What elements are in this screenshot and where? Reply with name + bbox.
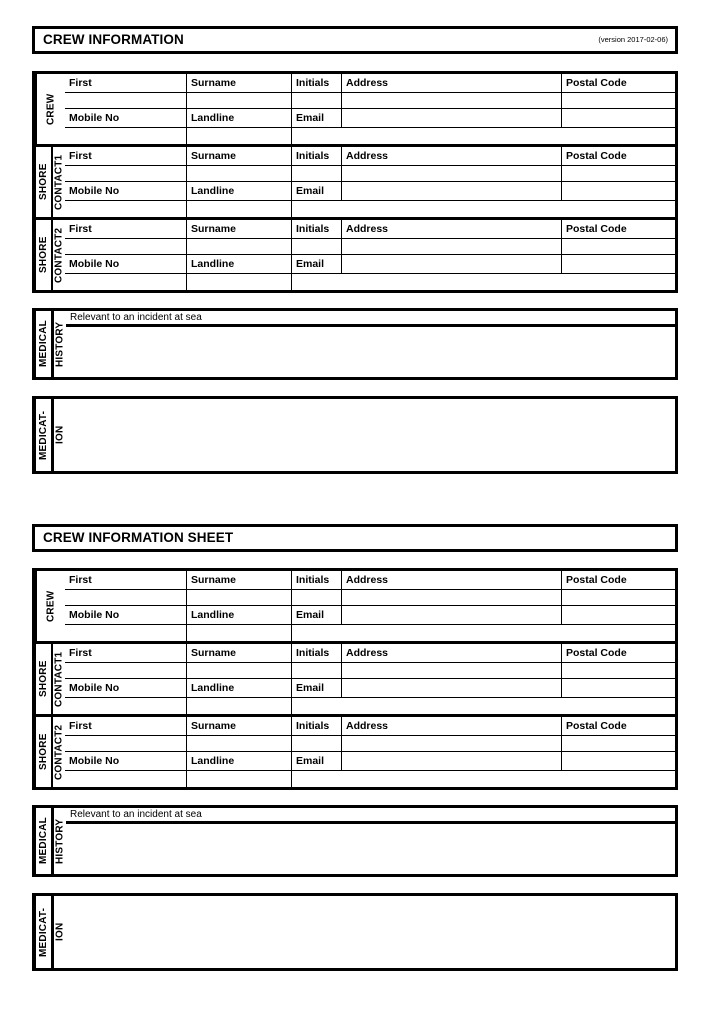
- col-header-email: Email: [292, 752, 342, 771]
- block-label-crew: CREW: [35, 571, 65, 641]
- field-postal-code[interactable]: [562, 166, 675, 182]
- col-header-initials: Initials: [292, 147, 342, 166]
- col-header-surname: Surname: [187, 147, 292, 166]
- col-header-first: First: [65, 147, 187, 166]
- col-header-surname: Surname: [187, 220, 292, 239]
- field-email[interactable]: [342, 182, 562, 201]
- block-label-contact1: CONTACT1: [51, 644, 65, 714]
- field-first[interactable]: [65, 663, 187, 679]
- col-header-postal-code: Postal Code: [562, 74, 675, 93]
- col-header-email: Email: [292, 182, 342, 201]
- field-landline[interactable]: [187, 274, 292, 290]
- version-label-1: (version 2017-02-06): [598, 34, 668, 44]
- field-landline[interactable]: [187, 771, 292, 787]
- contact-block-shore-contact-1-b: [35, 644, 675, 717]
- col-header-address: Address: [342, 571, 562, 590]
- subheader-row: [65, 109, 675, 128]
- medical-history-labels: [35, 311, 66, 377]
- block-label-crew: CREW: [35, 74, 65, 144]
- label-medicat: MEDICAT-: [35, 399, 51, 471]
- col-header-postal-code: Postal Code: [562, 147, 675, 166]
- field-first[interactable]: [65, 93, 187, 109]
- block-label-shore: SHORE: [35, 147, 51, 217]
- contact-block-crew-1: [35, 74, 675, 147]
- field-address[interactable]: [342, 239, 562, 255]
- header-row: [65, 74, 675, 93]
- field-landline[interactable]: [187, 201, 292, 217]
- field-email-wide[interactable]: [292, 698, 675, 714]
- field-initials[interactable]: [292, 93, 342, 109]
- field-initials[interactable]: [292, 663, 342, 679]
- field-email-wide[interactable]: [292, 771, 675, 787]
- field-landline[interactable]: [187, 128, 292, 144]
- field-mobile-no[interactable]: [65, 771, 187, 787]
- field-email[interactable]: [342, 109, 562, 128]
- block-grid: [65, 571, 675, 641]
- header-row: [65, 220, 675, 239]
- field-email-wide[interactable]: [292, 274, 675, 290]
- col-header-first: First: [65, 717, 187, 736]
- entry-row: [65, 736, 675, 752]
- col-header-initials: Initials: [292, 644, 342, 663]
- field-email[interactable]: [342, 679, 562, 698]
- header-row: [65, 717, 675, 736]
- block-label-contact2: CONTACT2: [51, 717, 65, 787]
- field-surname[interactable]: [187, 736, 292, 752]
- entry-row: [65, 166, 675, 182]
- field-initials[interactable]: [292, 590, 342, 606]
- col-header-initials: Initials: [292, 717, 342, 736]
- block-grid: [65, 220, 675, 290]
- col-header-landline: Landline: [187, 255, 292, 274]
- col-header-first: First: [65, 571, 187, 590]
- field-first[interactable]: [65, 239, 187, 255]
- header-row: [65, 571, 675, 590]
- field-surname[interactable]: [187, 166, 292, 182]
- medication-labels: [35, 896, 66, 968]
- field-surname[interactable]: [187, 239, 292, 255]
- col-header-mobile-no: Mobile No: [65, 752, 187, 771]
- label-medicat: MEDICAT-: [35, 896, 51, 968]
- col-header-landline: Landline: [187, 679, 292, 698]
- label-ion: ION: [51, 399, 66, 471]
- section-title-bar-1: [32, 26, 678, 54]
- field-postal-code[interactable]: [562, 590, 675, 606]
- medication-body: [66, 896, 675, 968]
- field-address[interactable]: [342, 590, 562, 606]
- col-header-landline: Landline: [187, 752, 292, 771]
- medical-history-box-2: [32, 805, 678, 877]
- field-first[interactable]: [65, 166, 187, 182]
- page-title-2: CREW INFORMATION SHEET: [43, 530, 234, 546]
- subheader-row: [65, 606, 675, 625]
- block-label-shore: SHORE: [35, 644, 51, 714]
- medication-labels: [35, 399, 66, 471]
- col-header-surname: Surname: [187, 74, 292, 93]
- field-initials[interactable]: [292, 166, 342, 182]
- block-grid: [65, 74, 675, 144]
- page-title-1: CREW INFORMATION: [43, 32, 184, 48]
- medical-history-input[interactable]: [66, 824, 675, 874]
- field-address[interactable]: [342, 663, 562, 679]
- entry-row: [65, 239, 675, 255]
- header-row: [65, 644, 675, 663]
- col-header-address: Address: [342, 717, 562, 736]
- block-labels: [35, 220, 65, 290]
- medical-history-note: Relevant to an incident at sea: [66, 808, 675, 824]
- label-ion: ION: [51, 896, 66, 968]
- block-grid: [65, 147, 675, 217]
- field-mobile-no[interactable]: [65, 128, 187, 144]
- field-mobile-no[interactable]: [65, 698, 187, 714]
- contact-block-shore-contact-2-b: [35, 717, 675, 787]
- field-landline[interactable]: [187, 698, 292, 714]
- field-email-wide[interactable]: [292, 201, 675, 217]
- label-medical: MEDICAL: [35, 311, 51, 377]
- col-header-initials: Initials: [292, 74, 342, 93]
- field-address[interactable]: [342, 93, 562, 109]
- col-header-address: Address: [342, 644, 562, 663]
- field-email-overflow[interactable]: [562, 109, 675, 128]
- field-email[interactable]: [342, 752, 562, 771]
- col-header-address: Address: [342, 74, 562, 93]
- col-header-landline: Landline: [187, 109, 292, 128]
- col-header-mobile-no: Mobile No: [65, 679, 187, 698]
- field-email-overflow[interactable]: [562, 752, 675, 771]
- block-grid: [65, 717, 675, 787]
- field-surname[interactable]: [187, 663, 292, 679]
- field-landline[interactable]: [187, 625, 292, 641]
- contact-block-shore-contact-1: [35, 147, 675, 220]
- block-label-shore: SHORE: [35, 220, 51, 290]
- header-row: [65, 147, 675, 166]
- col-header-mobile-no: Mobile No: [65, 182, 187, 201]
- label-medical: MEDICAL: [35, 808, 51, 874]
- field-initials[interactable]: [292, 239, 342, 255]
- field-first[interactable]: [65, 590, 187, 606]
- col-header-email: Email: [292, 679, 342, 698]
- entry-row: [65, 590, 675, 606]
- medication-box-2: [32, 893, 678, 971]
- medical-history-note: Relevant to an incident at sea: [66, 311, 675, 327]
- field-address[interactable]: [342, 736, 562, 752]
- entry-row: [65, 93, 675, 109]
- block-label-contact1: CONTACT1: [51, 147, 65, 217]
- block-labels: [35, 571, 65, 641]
- block-labels: [35, 644, 65, 714]
- col-header-surname: Surname: [187, 717, 292, 736]
- block-labels: [35, 74, 65, 144]
- col-header-first: First: [65, 644, 187, 663]
- entry-row-contact: [65, 771, 675, 787]
- col-header-mobile-no: Mobile No: [65, 606, 187, 625]
- contact-table-1: [32, 71, 678, 293]
- col-header-mobile-no: Mobile No: [65, 109, 187, 128]
- field-mobile-no[interactable]: [65, 274, 187, 290]
- col-header-landline: Landline: [187, 182, 292, 201]
- field-surname[interactable]: [187, 590, 292, 606]
- section-title-bar-2: [32, 524, 678, 552]
- field-first[interactable]: [65, 736, 187, 752]
- col-header-email: Email: [292, 255, 342, 274]
- entry-row-contact: [65, 698, 675, 714]
- field-surname[interactable]: [187, 93, 292, 109]
- medication-body: [66, 399, 675, 471]
- field-email-overflow[interactable]: [562, 606, 675, 625]
- medical-history-body: [66, 808, 675, 874]
- field-address[interactable]: [342, 166, 562, 182]
- field-postal-code[interactable]: [562, 239, 675, 255]
- col-header-surname: Surname: [187, 571, 292, 590]
- col-header-postal-code: Postal Code: [562, 220, 675, 239]
- block-label-contact2: CONTACT2: [51, 220, 65, 290]
- field-email[interactable]: [342, 606, 562, 625]
- label-history: HISTORY: [51, 311, 66, 377]
- col-header-address: Address: [342, 147, 562, 166]
- subheader-row: [65, 182, 675, 201]
- medical-history-input[interactable]: [66, 327, 675, 377]
- subheader-row: [65, 679, 675, 698]
- col-header-surname: Surname: [187, 644, 292, 663]
- subheader-row: [65, 255, 675, 274]
- entry-row-contact: [65, 274, 675, 290]
- col-header-postal-code: Postal Code: [562, 717, 675, 736]
- col-header-email: Email: [292, 606, 342, 625]
- field-postal-code[interactable]: [562, 663, 675, 679]
- field-initials[interactable]: [292, 736, 342, 752]
- field-email-overflow[interactable]: [562, 182, 675, 201]
- medical-history-labels: [35, 808, 66, 874]
- medication-input[interactable]: [66, 399, 675, 471]
- block-labels: [35, 717, 65, 787]
- contact-block-shore-contact-2: [35, 220, 675, 290]
- col-header-initials: Initials: [292, 571, 342, 590]
- field-postal-code[interactable]: [562, 736, 675, 752]
- field-email-wide[interactable]: [292, 128, 675, 144]
- col-header-postal-code: Postal Code: [562, 644, 675, 663]
- medication-box-1: [32, 396, 678, 474]
- subheader-row: [65, 752, 675, 771]
- col-header-email: Email: [292, 109, 342, 128]
- medical-history-body: [66, 311, 675, 377]
- field-mobile-no[interactable]: [65, 625, 187, 641]
- col-header-first: First: [65, 220, 187, 239]
- medical-history-box-1: [32, 308, 678, 380]
- entry-row-contact: [65, 201, 675, 217]
- field-email-overflow[interactable]: [562, 255, 675, 274]
- block-label-shore: SHORE: [35, 717, 51, 787]
- contact-table-2: [32, 568, 678, 790]
- field-postal-code[interactable]: [562, 93, 675, 109]
- col-header-mobile-no: Mobile No: [65, 255, 187, 274]
- label-history: HISTORY: [51, 808, 66, 874]
- medication-input[interactable]: [66, 896, 675, 968]
- field-email-wide[interactable]: [292, 625, 675, 641]
- field-email-overflow[interactable]: [562, 679, 675, 698]
- entry-row: [65, 663, 675, 679]
- contact-block-crew-2: [35, 571, 675, 644]
- entry-row-contact: [65, 625, 675, 641]
- entry-row-contact: [65, 128, 675, 144]
- field-mobile-no[interactable]: [65, 201, 187, 217]
- block-labels: [35, 147, 65, 217]
- col-header-first: First: [65, 74, 187, 93]
- col-header-initials: Initials: [292, 220, 342, 239]
- col-header-postal-code: Postal Code: [562, 571, 675, 590]
- block-grid: [65, 644, 675, 714]
- col-header-address: Address: [342, 220, 562, 239]
- col-header-landline: Landline: [187, 606, 292, 625]
- field-email[interactable]: [342, 255, 562, 274]
